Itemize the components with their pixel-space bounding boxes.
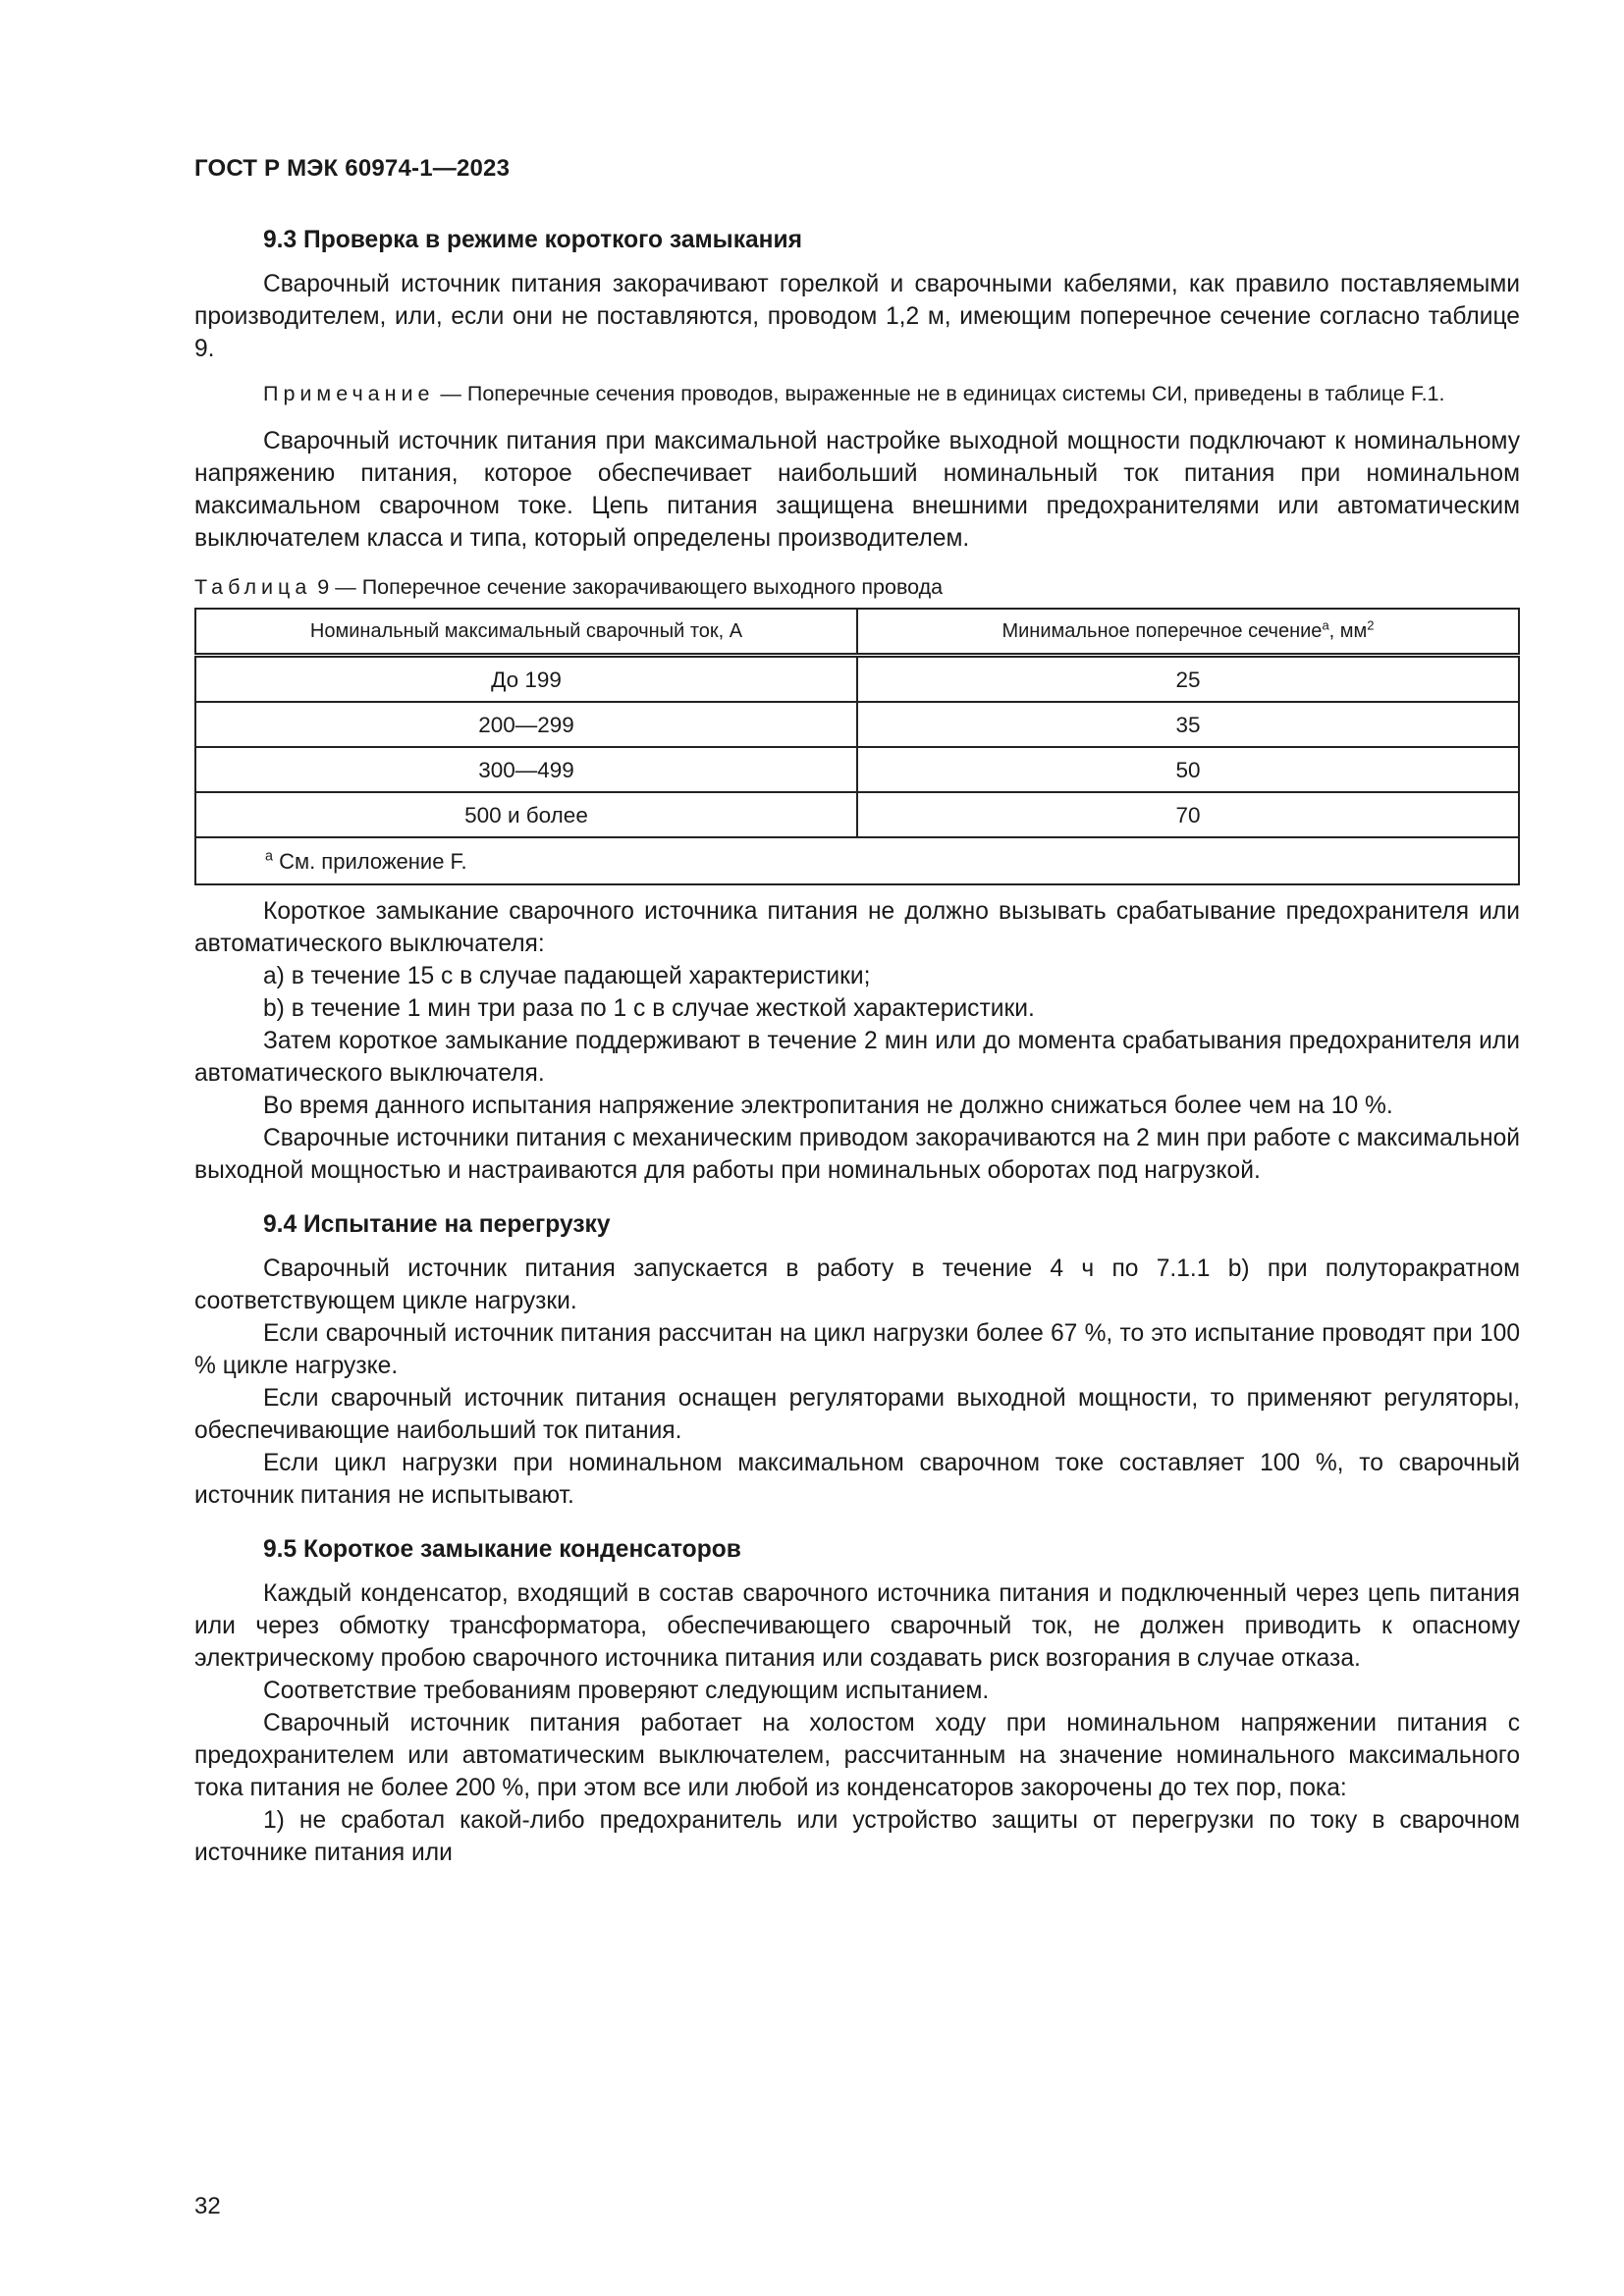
table-footnote-row <box>195 837 1519 884</box>
list-item: b) в течение 1 мин три раза по 1 с в случае жесткой характеристики. <box>263 995 1035 1022</box>
section-9-4-heading: 9.4 Испытание на перегрузку <box>263 1211 611 1238</box>
paragraph: Сварочный источник питания при максимальной настройке выходной мощности подключают к номинальному напряжению питания, которое обеспечивает наибольший номинальный ток питания при номинальном максимальном сварочном токе. Цепь питания защищена внешними предохранителями или автоматическим выключателем класса и типа, который определены производителем. <box>194 428 1520 552</box>
list-item: a) в течение 15 с в случае падающей характеристики; <box>263 963 871 989</box>
note-label: Примечание <box>263 382 435 405</box>
document-header: ГОСТ Р МЭК 60974-1—2023 <box>194 155 511 182</box>
list-item: 1) не сработал какой-либо предохранитель или устройство защиты от перегрузки по току в сварочном источнике питания или <box>194 1807 1520 1866</box>
page-content <box>194 224 1520 1869</box>
note-text: — Поперечные сечения проводов, выраженные не в единицах системы СИ, приведены в таблице F.1. <box>434 382 1445 405</box>
paragraph: Если сварочный источник питания оснащен регуляторами выходной мощности, то применяют регуляторы, обеспечивающие наибольший ток питания. <box>194 1385 1520 1444</box>
paragraph: Затем короткое замыкание поддерживают в течение 2 мин или до момента срабатывания предохранителя или автоматического выключателя. <box>194 1028 1520 1087</box>
table-row <box>195 656 1519 703</box>
paragraph: Короткое замыкание сварочного источника питания не должно вызывать срабатывание предохранителя или автоматического выключателя: <box>194 898 1520 957</box>
paragraph: Соответствие требованиям проверяют следующим испытанием. <box>263 1678 990 1704</box>
table-cell: 35 <box>857 702 1519 747</box>
table-row <box>195 792 1519 837</box>
table-row <box>195 747 1519 792</box>
table-cell: 50 <box>857 747 1519 792</box>
table-cell: 300—499 <box>195 747 857 792</box>
table-cell: 25 <box>857 656 1519 703</box>
table-cell: До 199 <box>195 656 857 703</box>
column-header-current: Номинальный максимальный сварочный ток, А <box>195 609 857 656</box>
table-caption-text: 9 — Поперечное сечение закорачивающего выходного провода <box>311 575 944 599</box>
table-footnote: $^a$ См. приложение F. <box>195 837 1519 884</box>
table-row <box>195 702 1519 747</box>
table-9 <box>194 608 1520 885</box>
table-caption-label: Таблица <box>194 575 312 599</box>
paragraph: Если цикл нагрузки при номинальном максимальном сварочном токе составляет 100 %, то сварочный источник питания не испытывают. <box>194 1450 1520 1509</box>
paragraph: Во время данного испытания напряжение электропитания не должно снижаться более чем на 10 %. <box>263 1093 1393 1119</box>
section-9-3-heading: 9.3 Проверка в режиме короткого замыкания <box>263 227 802 253</box>
section-9-5-heading: 9.5 Короткое замыкание конденсаторов <box>263 1536 741 1563</box>
table-cell: 500 и более <box>195 792 857 837</box>
note <box>194 379 1520 409</box>
table-cell: 200—299 <box>195 702 857 747</box>
paragraph: Сварочный источник питания запускается в работу в течение 4 ч по 7.1.1 b) при полуторакратном соответствующем цикле нагрузки. <box>194 1255 1520 1314</box>
table-header-row <box>195 609 1519 656</box>
paragraph: Сварочный источник питания закорачивают горелкой и сварочными кабелями, как правило поставляемыми производителем, или, если они не поставляются, проводом 1,2 м, имеющим поперечное сечение согласно таблице 9. <box>194 271 1520 362</box>
paragraph: Сварочный источник питания работает на холостом ходу при номинальном напряжении питания с предохранителем или автоматическим выключателем, рассчитанным на значение номинального максимального тока питания не более 200 %, при этом все или любой из конденсаторов закорочены до тех пор, пока: <box>194 1710 1520 1801</box>
page-number: 32 <box>194 2193 221 2219</box>
column-header-section: Минимальное поперечное сечение$^a$, $мм^2$ <box>857 609 1519 656</box>
paragraph: Если сварочный источник питания рассчитан на цикл нагрузки более 67 %, то это испытание проводят при 100 % цикле нагрузке. <box>194 1320 1520 1379</box>
paragraph: Сварочные источники питания с механическим приводом закорачиваются на 2 мин при работе с максимальной выходной мощностью и настраиваются для работы при номинальных оборотах под нагрузкой. <box>194 1125 1520 1184</box>
table-cell: 70 <box>857 792 1519 837</box>
paragraph: Каждый конденсатор, входящий в состав сварочного источника питания и подключенный через цепь питания или через обмотку трансформатора, обеспечивающего сварочный ток, не должен приводить к опасному электрическому пробою сварочного источника питания или создавать риск возгорания в случае отказа. <box>194 1580 1520 1672</box>
table-caption <box>194 572 1520 602</box>
